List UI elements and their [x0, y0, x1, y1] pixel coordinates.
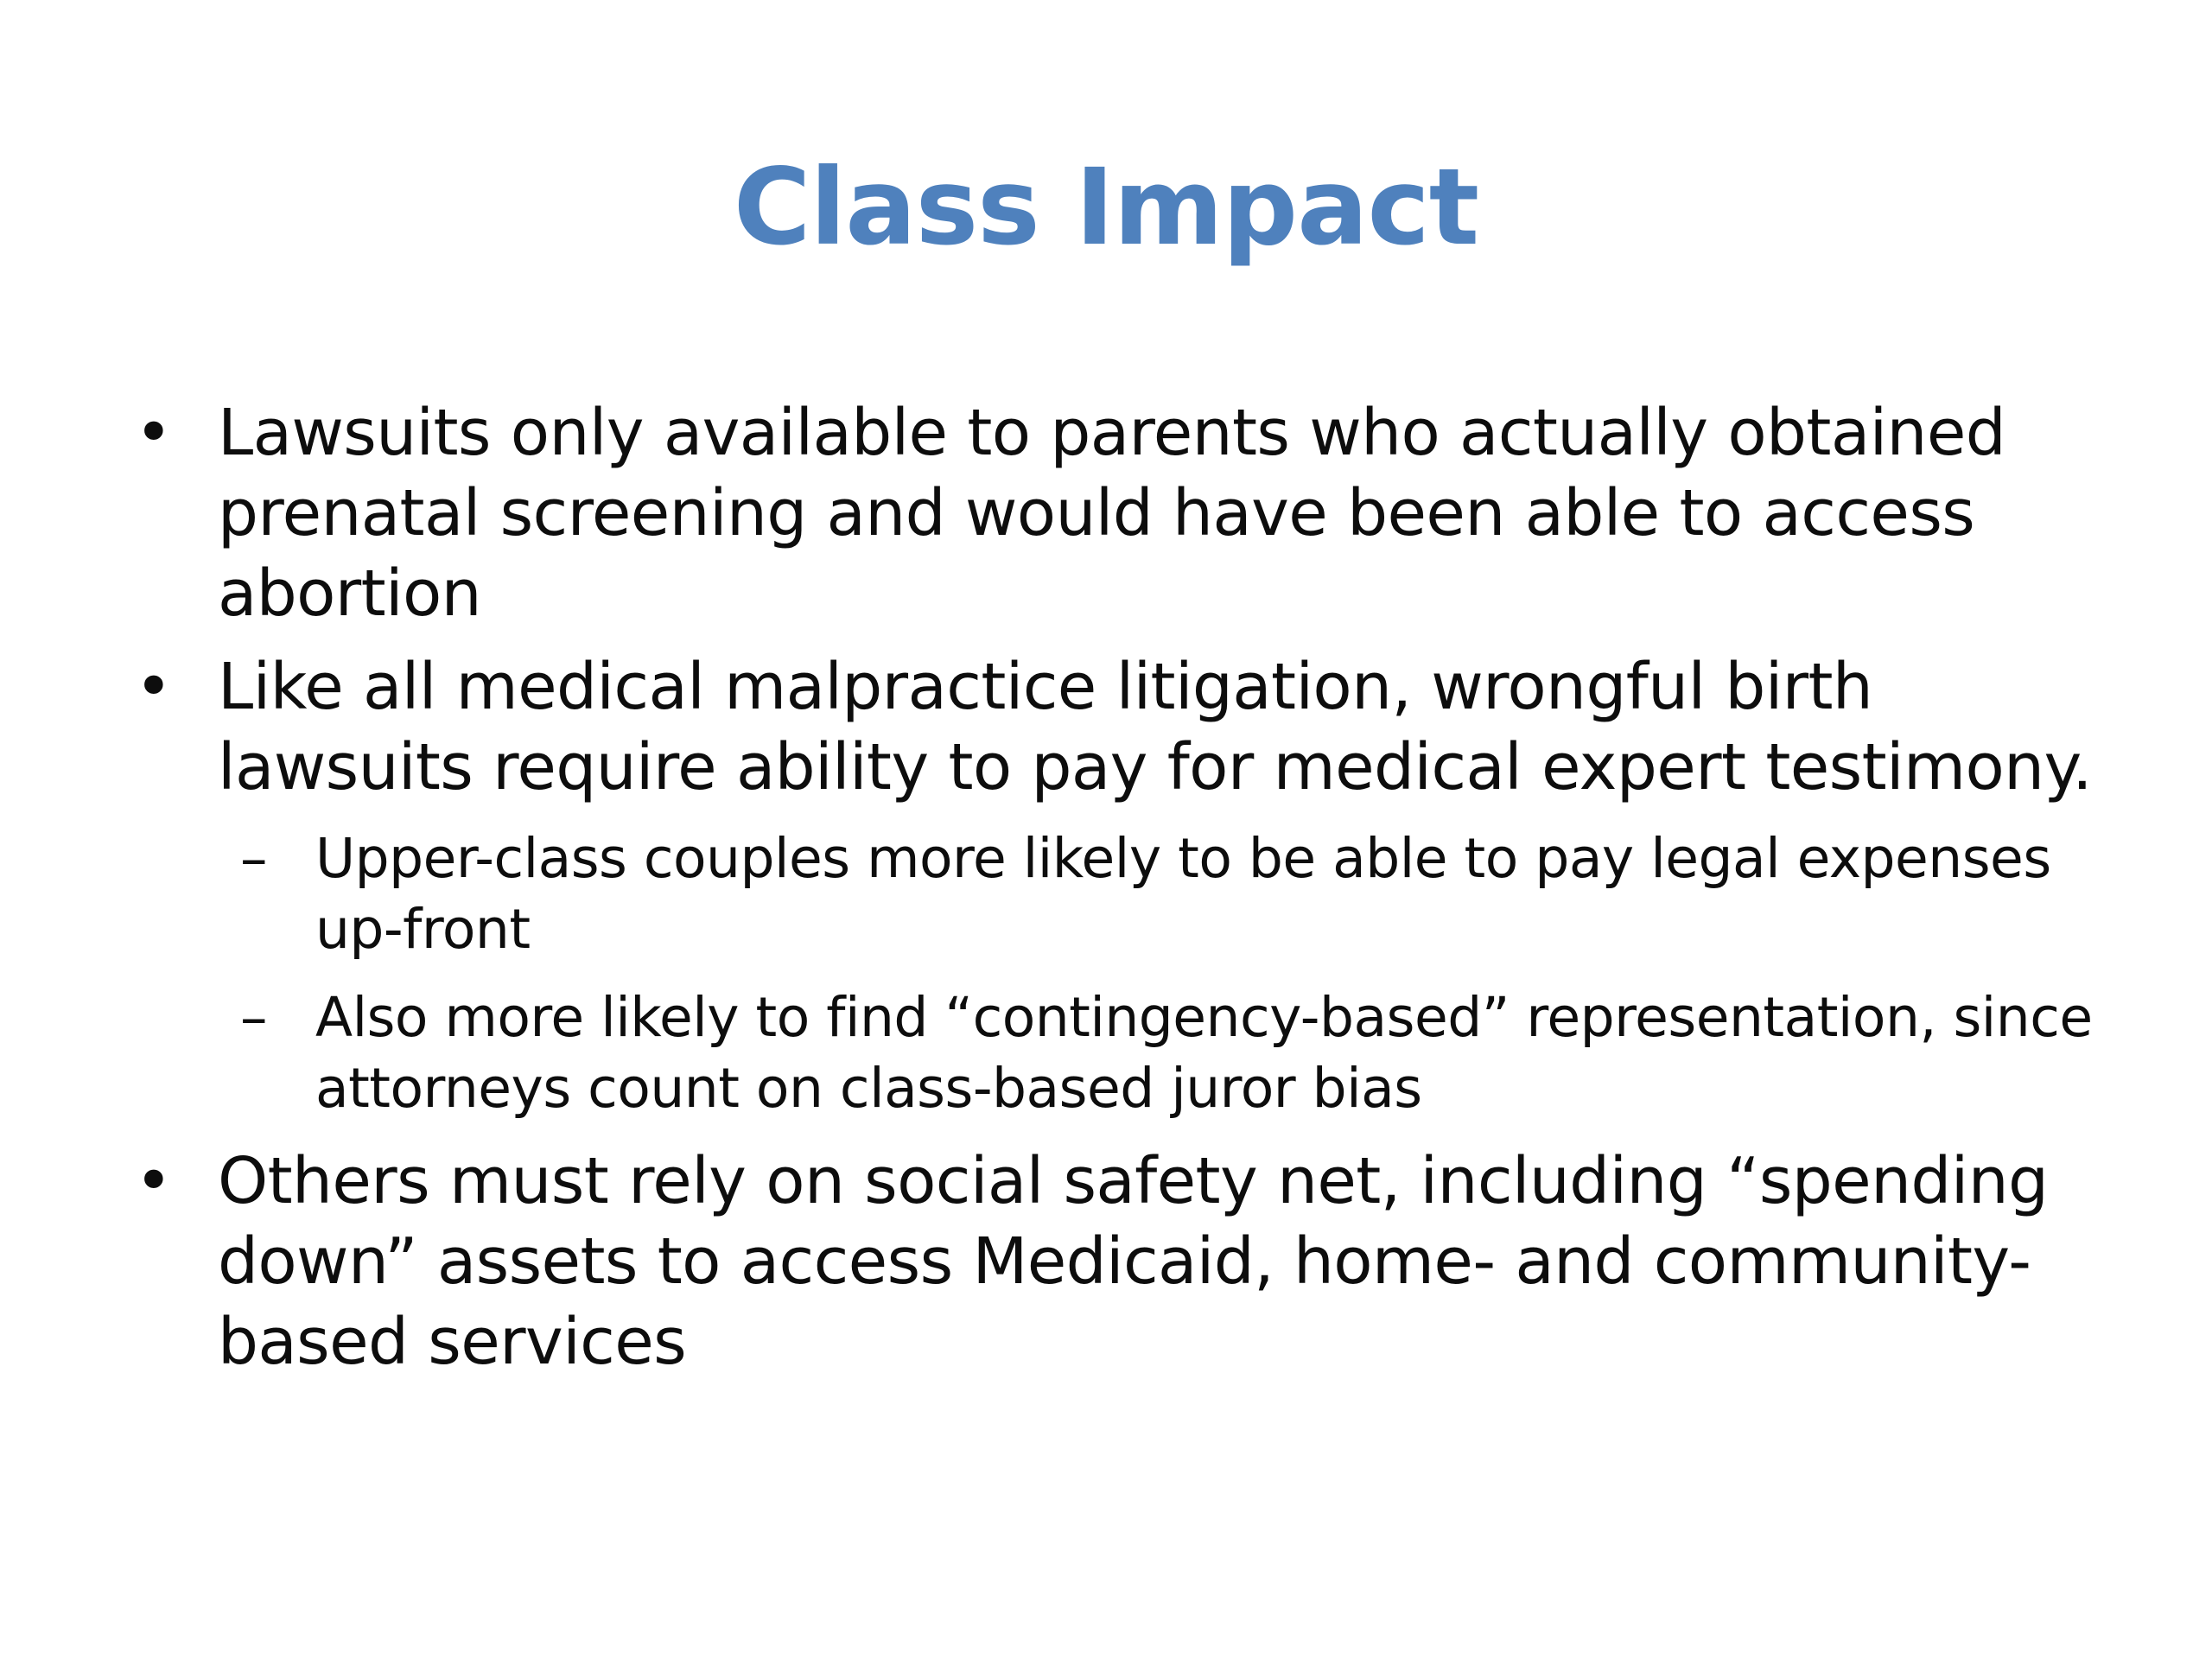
bullet-text: Like all medical malpractice litigation, wrongful birth lawsuits require ability to pay for medical expert testimony. — [218, 650, 2093, 804]
bullet-item — [130, 393, 2108, 634]
bullet-list — [130, 393, 2108, 1395]
sub-bullet-text: Also more likely to find “contingency-based” representation, since attorneys count on class-based juror bias — [315, 986, 2093, 1120]
bullet-marker: • — [135, 396, 173, 470]
bullet-text: Others must rely on social safety net, including “spending down” assets to access Medicaid, home- and community-based services — [218, 1144, 2049, 1379]
sub-bullet-item — [130, 982, 2108, 1124]
slide-title: Class Impact — [733, 146, 1479, 269]
sub-bullet-item — [130, 823, 2108, 965]
bullet-item — [130, 1141, 2108, 1382]
bullet-marker: • — [135, 1144, 173, 1218]
sub-bullet-marker: – — [240, 986, 267, 1049]
sub-bullet-marker: – — [240, 827, 267, 890]
bullet-text: Lawsuits only available to parents who actually obtained prenatal screening and would have been able to access abortion — [218, 396, 2006, 631]
bullet-marker: • — [135, 650, 173, 724]
sub-bullet-text: Upper-class couples more likely to be able to pay legal expenses up-front — [315, 827, 2051, 961]
bullet-item — [130, 647, 2108, 808]
sub-bullet-list — [130, 823, 2108, 1124]
